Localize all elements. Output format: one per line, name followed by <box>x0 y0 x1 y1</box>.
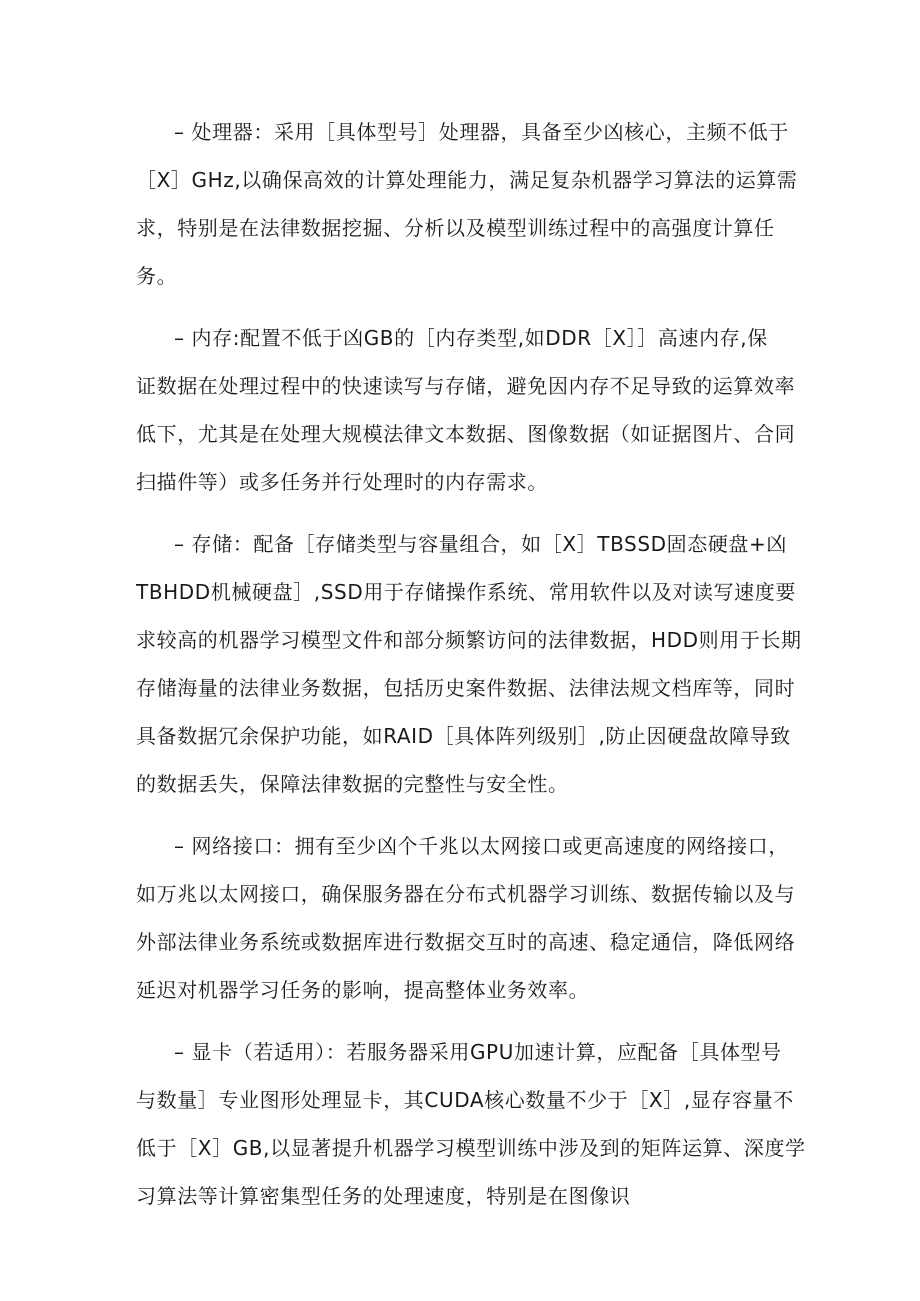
paragraph-line: 求较高的机器学习模型文件和部分频繁访问的法律数据，HDD则用于长期 <box>136 628 802 652</box>
document-body <box>136 108 806 1234</box>
paragraph-memory <box>136 314 796 506</box>
paragraph-line: – 处理器：采用［具体型号］处理器，具备至少凶核心，主频不低于 <box>174 120 789 144</box>
paragraph-line: – 内存:配置不低于凶GB的［内存类型,如DDR［X］］高速内存,保 <box>174 326 768 350</box>
paragraph-line: TBHDD机械硬盘］,SSD用于存储操作系统、常用软件以及对读写速度要 <box>136 580 796 604</box>
paragraph-line: 与数量］专业图形处理显卡，其CUDA核心数量不少于［X］,显存容量不 <box>136 1088 794 1112</box>
paragraph-storage <box>136 520 802 808</box>
paragraph-processor <box>136 108 798 300</box>
paragraph-line: 求，特别是在法律数据挖掘、分析以及模型训练过程中的高强度计算任 <box>136 216 775 240</box>
paragraph-line: 扫描件等）或多任务并行处理时的内存需求。 <box>136 470 548 494</box>
paragraph-line: 存储海量的法律业务数据，包括历史案件数据、法律法规文档库等，同时 <box>136 676 796 700</box>
paragraph-line: 外部法律业务系统或数据库进行数据交互时的高速、稳定通信，降低网络 <box>136 930 796 954</box>
paragraph-line: 务。 <box>136 264 178 288</box>
paragraph-line: 证数据在处理过程中的快速读写与存储，避免因内存不足导致的运算效率 <box>136 374 796 398</box>
paragraph-network <box>136 822 796 1014</box>
paragraph-line: ［X］GHz,以确保高效的计算处理能力，满足复杂机器学习算法的运算需 <box>136 168 798 192</box>
paragraph-line: 具备数据冗余保护功能，如RAID［具体阵列级别］,防止因硬盘故障导致 <box>136 724 791 748</box>
paragraph-gpu <box>136 1028 806 1220</box>
paragraph-line: 如万兆以太网接口，确保服务器在分布式机器学习训练、数据传输以及与 <box>136 882 796 906</box>
paragraph-line: 习算法等计算密集型任务的处理速度，特别是在图像识 <box>136 1184 631 1208</box>
paragraph-line: – 显卡（若适用）：若服务器采用GPU加速计算，应配备［具体型号 <box>174 1040 782 1064</box>
paragraph-line: 低下，尤其是在处理大规模法律文本数据、图像数据（如证据图片、合同 <box>136 422 796 446</box>
paragraph-line: – 存储：配备［存储类型与容量组合，如［X］TBSSD固态硬盘+凶 <box>174 532 787 556</box>
paragraph-line: 的数据丢失，保障法律数据的完整性与安全性。 <box>136 772 569 796</box>
paragraph-line: – 网络接口：拥有至少凶个千兆以太网接口或更高速度的网络接口， <box>174 834 789 858</box>
paragraph-line: 低于［X］GB,以显著提升机器学习模型训练中涉及到的矩阵运算、深度学 <box>136 1136 806 1160</box>
paragraph-line: 延迟对机器学习任务的影响，提高整体业务效率。 <box>136 978 590 1002</box>
